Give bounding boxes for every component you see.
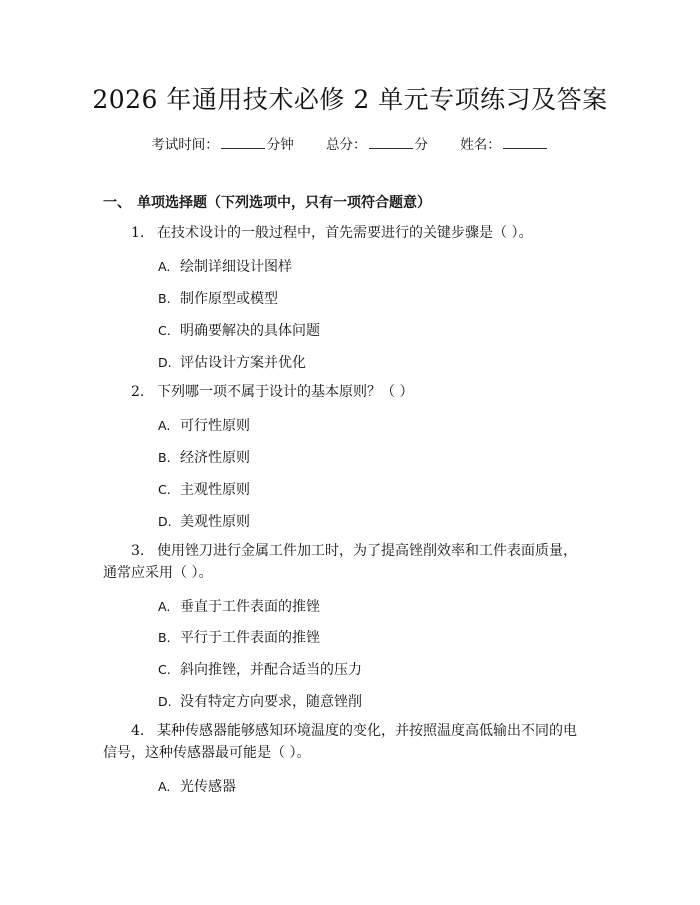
student-name-blank — [503, 136, 547, 149]
option-text: 绘制详细设计图样 — [180, 259, 292, 275]
option-text: 经济性原则 — [180, 450, 250, 466]
question-number: 1. — [131, 225, 145, 241]
question-text: 使用锉刀进行金属工件加工时，为了提高锉削效率和工件表面质量，通常应采用（ ）。 — [103, 543, 577, 581]
option-text: 没有特定方向要求，随意锉削 — [180, 694, 362, 710]
option-letter: D. — [158, 694, 172, 709]
option-letter: A. — [158, 259, 171, 274]
question-2-option-b — [158, 447, 250, 467]
document-title: 2026 年通用技术必修 2 单元专项练习及答案 — [92, 85, 608, 114]
option-text: 明确要解决的具体问题 — [180, 323, 320, 339]
exam-time-field — [151, 137, 294, 153]
option-letter: B. — [158, 630, 171, 645]
student-name-field — [460, 137, 549, 153]
option-letter: A. — [158, 418, 171, 433]
exam-meta — [0, 133, 700, 153]
option-text: 光传感器 — [180, 779, 236, 795]
question-2 — [103, 381, 583, 403]
question-number: 2. — [131, 384, 145, 400]
option-letter: D. — [158, 355, 172, 370]
option-text: 可行性原则 — [180, 418, 250, 434]
option-text: 主观性原则 — [180, 482, 250, 498]
question-2-option-d — [158, 511, 250, 531]
option-letter: C. — [158, 323, 171, 338]
option-letter: C. — [158, 482, 171, 497]
section-heading — [103, 192, 431, 212]
option-letter: D. — [158, 514, 172, 529]
question-1 — [103, 222, 583, 244]
total-score-field — [326, 137, 428, 153]
question-2-option-a — [158, 415, 250, 435]
question-text: 在技术设计的一般过程中，首先需要进行的关键步骤是（ ）。 — [157, 225, 533, 241]
question-number: 4. — [131, 723, 145, 739]
total-score-label: 总分： — [326, 137, 367, 153]
question-1-option-a — [158, 256, 292, 276]
question-text: 某种传感器能够感知环境温度的变化，并按照温度高低输出不同的电信号，这种传感器最可能是（ ）。 — [103, 723, 577, 761]
option-letter: A. — [158, 779, 171, 794]
option-text: 制作原型或模型 — [180, 291, 278, 307]
question-2-option-c — [158, 479, 250, 499]
question-4-option-a — [158, 776, 236, 796]
section-number: 一、 — [103, 195, 131, 211]
question-1-option-d — [158, 352, 306, 372]
option-letter: C. — [158, 662, 171, 677]
question-3-option-d — [158, 691, 362, 711]
option-letter: A. — [158, 599, 171, 614]
exam-time-label: 考试时间： — [151, 137, 219, 153]
option-text: 美观性原则 — [180, 514, 250, 530]
question-1-option-b — [158, 288, 278, 308]
question-3-option-c — [158, 659, 362, 679]
student-name-label: 姓名： — [460, 137, 501, 153]
question-text: 下列哪一项不属于设计的基本原则？（ ） — [157, 384, 414, 400]
option-text: 垂直于工件表面的推锉 — [180, 599, 320, 615]
option-letter: B. — [158, 291, 171, 306]
exam-time-blank — [221, 136, 265, 149]
exam-time-unit: 分钟 — [266, 137, 294, 153]
question-3-option-b — [158, 627, 320, 647]
total-score-blank — [369, 136, 413, 149]
section-title: 单项选择题（下列选项中，只有一项符合题意） — [137, 195, 431, 211]
question-4 — [103, 720, 583, 764]
option-text: 评估设计方案并优化 — [180, 355, 306, 371]
option-text: 斜向推锉，并配合适当的压力 — [180, 662, 362, 678]
option-letter: B. — [158, 450, 171, 465]
question-number: 3. — [131, 543, 145, 559]
option-text: 平行于工件表面的推锉 — [180, 630, 320, 646]
question-1-option-c — [158, 320, 320, 340]
total-score-unit: 分 — [414, 137, 428, 153]
question-3-option-a — [158, 596, 320, 616]
question-3 — [103, 540, 583, 584]
